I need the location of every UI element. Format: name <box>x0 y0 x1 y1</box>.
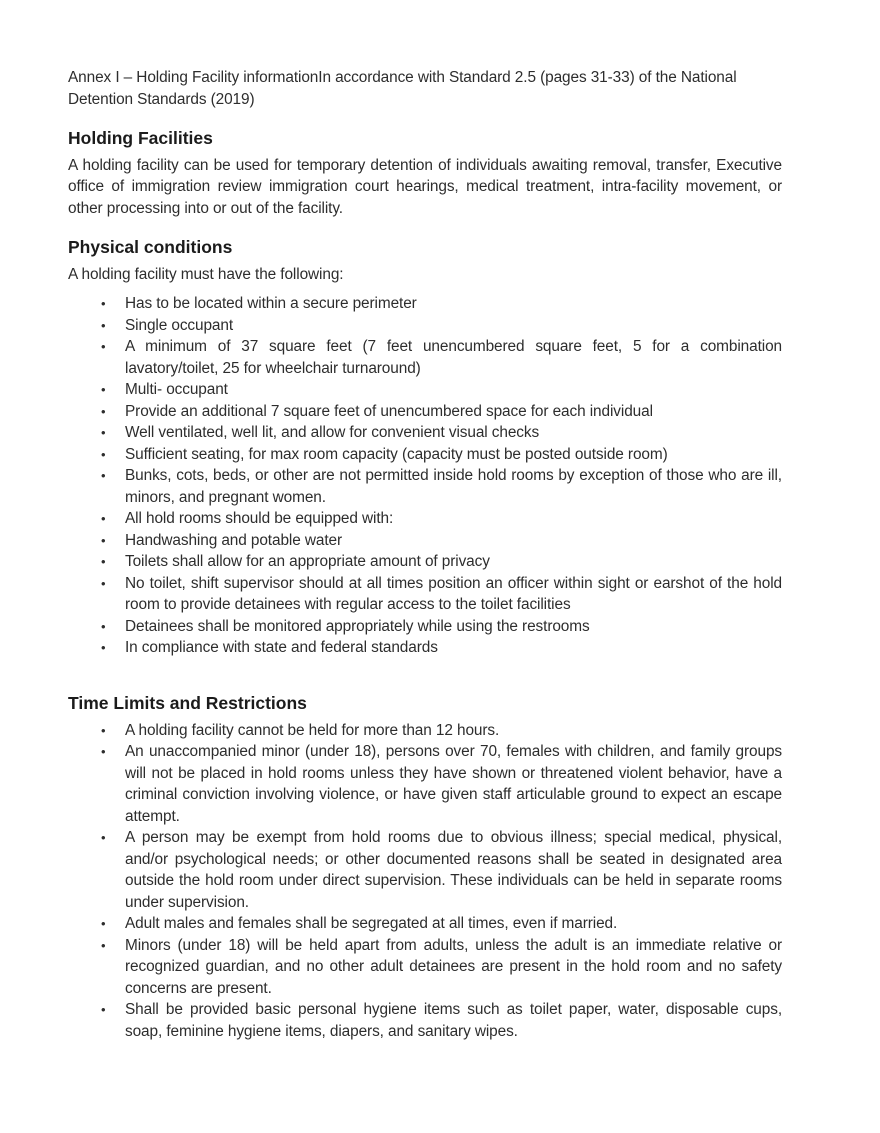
list-item <box>68 637 782 659</box>
list-item-text: Single occupant <box>125 316 234 334</box>
bullet-icon: • <box>101 554 106 570</box>
holding-facilities-paragraph: A holding facility can be used for temporary detention of individuals awaiting removal, transfer, Executive office of immigration review immigration court hearings, medical treatment, intra-facility movement, or other processing into or out of the facility. <box>68 156 782 217</box>
list-item <box>68 422 782 444</box>
list-item <box>68 551 782 573</box>
list-item <box>68 508 782 530</box>
list-item <box>68 336 782 379</box>
list-item <box>68 444 782 466</box>
bullet-icon: • <box>101 744 106 760</box>
list-item-text: Detainees shall be monitored appropriately while using the restrooms <box>125 617 590 635</box>
intro-paragraph: Annex I – Holding Facility informationIn accordance with Standard 2.5 (pages 31-33) of the National Detention Standards (2019) <box>68 69 737 108</box>
list-item <box>68 379 782 401</box>
bullet-icon: • <box>101 640 106 656</box>
list-item <box>68 465 782 508</box>
list-item <box>68 720 782 742</box>
list-item <box>68 616 782 638</box>
bullet-icon: • <box>101 830 106 846</box>
list-item-text: Provide an additional 7 square feet of unencumbered space for each individual <box>125 402 653 420</box>
list-item-text: Bunks, cots, beds, or other are not permitted inside hold rooms by exception of those who are ill, minors, and pregnant women. <box>125 467 782 506</box>
list-item <box>68 530 782 552</box>
list-item <box>68 935 782 1000</box>
list-item <box>68 573 782 616</box>
bullet-icon: • <box>101 722 106 738</box>
list-item-text: An unaccompanied minor (under 18), persons over 70, females with children, and family groups will not be placed in hold rooms unless they have shown or threatened violent behavior, have a criminal conviction involving violence, or have given staff articulable ground to expect an escape attempt. <box>125 743 782 825</box>
section-heading-holding-facilities: Holding Facilities <box>68 127 213 148</box>
bullet-icon: • <box>101 468 106 484</box>
list-item <box>68 315 782 337</box>
list-item-text: Multi- occupant <box>125 381 228 399</box>
section-heading-physical-conditions: Physical conditions <box>68 236 233 257</box>
list-item-text: Toilets shall allow for an appropriate amount of privacy <box>125 553 490 571</box>
list-item <box>68 741 782 827</box>
time-limits-list <box>68 720 782 1043</box>
bullet-icon: • <box>101 317 106 333</box>
bullet-icon: • <box>101 575 106 591</box>
bullet-icon: • <box>101 446 106 462</box>
bullet-icon: • <box>101 916 106 932</box>
list-item-text: No toilet, shift supervisor should at all times position an officer within sight or earshot of the hold room to provide detainees with regular access to the toilet facilities <box>125 574 782 614</box>
list-item-text: Minors (under 18) will be held apart from adults, unless the adult is an immediate relative or recognized guardian, and no other adult detainees are present in the hold room and no safety concerns are present. <box>125 936 782 997</box>
list-item-text: A holding facility cannot be held for more than 12 hours. <box>125 721 500 739</box>
list-item-text: Sufficient seating, for max room capacity (capacity must be posted outside room) <box>125 445 668 463</box>
bullet-icon: • <box>101 403 106 419</box>
physical-conditions-lead: A holding facility must have the following: <box>68 265 344 283</box>
physical-conditions-list <box>68 293 782 659</box>
section-heading-time-limits: Time Limits and Restrictions <box>68 692 307 713</box>
list-item-text: Shall be provided basic personal hygiene items such as toilet paper, water, disposable cups, soap, feminine hygiene items, diapers, and sanitary wipes. <box>125 1001 782 1040</box>
bullet-icon: • <box>101 532 106 548</box>
list-item <box>68 999 782 1042</box>
list-item <box>68 827 782 913</box>
bullet-icon: • <box>101 382 106 398</box>
list-item-text: A person may be exempt from hold rooms due to obvious illness; special medical, physical, and/or psychological needs; or other documented reasons shall be seated in designated area outside the hold room under direct supervision. These individuals can be held in separate rooms under supervision. <box>125 829 782 911</box>
list-item-text: Has to be located within a secure perimeter <box>125 295 417 313</box>
bullet-icon: • <box>101 339 106 355</box>
list-item-text: All hold rooms should be equipped with: <box>125 510 394 528</box>
list-item <box>68 913 782 935</box>
list-item-text: A minimum of 37 square feet (7 feet unencumbered square feet, 5 for a combination lavatory/toilet, 25 for wheelchair turnaround) <box>125 338 782 377</box>
bullet-icon: • <box>101 425 106 441</box>
list-item <box>68 401 782 423</box>
list-item-text: Adult males and females shall be segregated at all times, even if married. <box>125 915 618 933</box>
list-item <box>68 293 782 315</box>
bullet-icon: • <box>101 296 106 312</box>
list-item-text: Handwashing and potable water <box>125 531 342 549</box>
bullet-icon: • <box>101 1002 106 1018</box>
bullet-icon: • <box>101 937 106 953</box>
bullet-icon: • <box>101 511 106 527</box>
list-item-text: In compliance with state and federal standards <box>125 639 438 657</box>
list-item-text: Well ventilated, well lit, and allow for convenient visual checks <box>125 424 540 442</box>
bullet-icon: • <box>101 618 106 634</box>
